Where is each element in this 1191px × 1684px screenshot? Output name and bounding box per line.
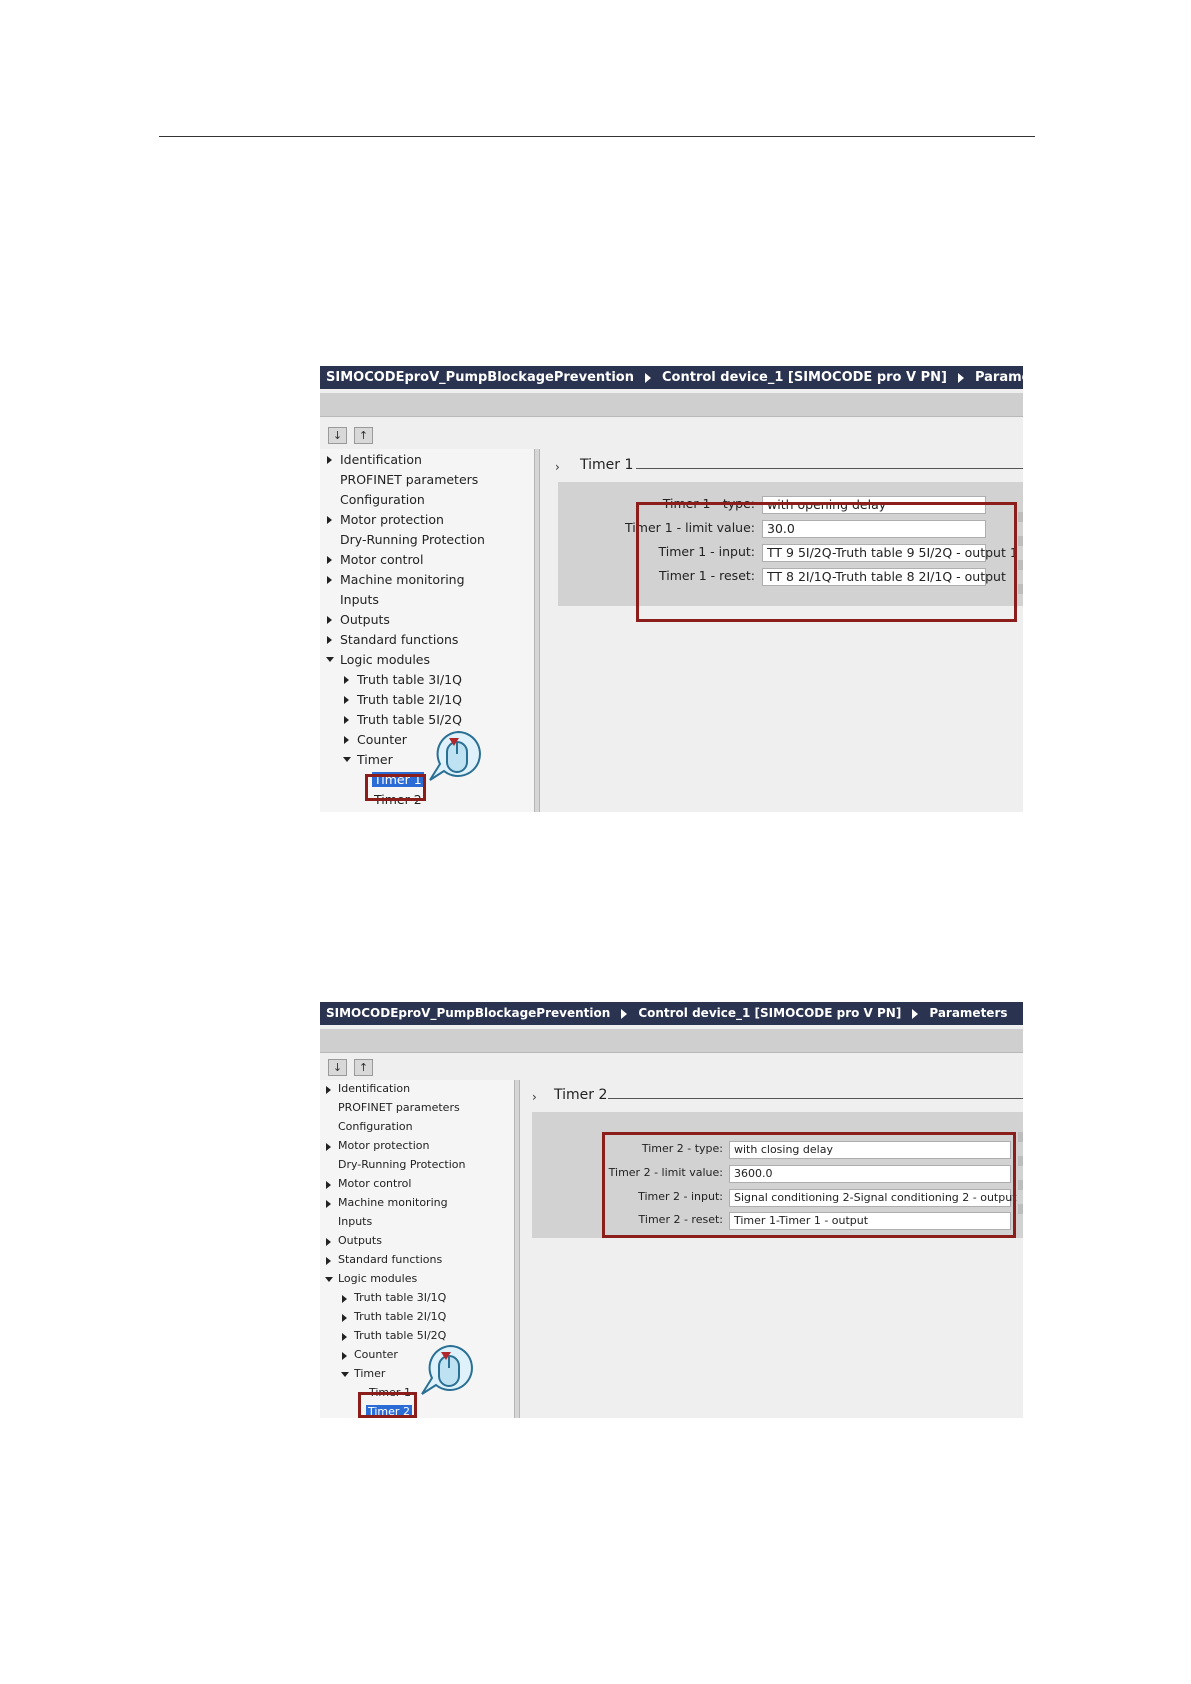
page-header-rule xyxy=(159,136,1035,137)
breadcrumb-project[interactable]: SIMOCODEproV_PumpBlockagePrevention xyxy=(326,370,634,385)
tree-item-dry-running[interactable]: Dry-Running Protection xyxy=(340,532,485,547)
tree-toolbar xyxy=(328,426,380,444)
expand-arrow-icon[interactable] xyxy=(342,1333,347,1341)
tree-item-timer-2[interactable]: Timer 2 xyxy=(368,1405,410,1418)
dropdown-arrow-icon[interactable] xyxy=(1018,560,1023,570)
expand-arrow-icon[interactable] xyxy=(326,1200,331,1208)
tree-item-timer-1[interactable]: Timer 1 xyxy=(374,772,422,787)
timer-type-select[interactable]: with opening delay xyxy=(762,496,986,514)
breadcrumb-device[interactable]: Control device_1 [SIMOCODE pro V PN] xyxy=(638,1006,902,1020)
section-collapse-icon[interactable]: › xyxy=(532,1090,537,1104)
tree-item-timer-1[interactable]: Timer 1 xyxy=(369,1386,411,1399)
tree-item-truth-table-3i1q[interactable]: Truth table 3I/1Q xyxy=(354,1291,447,1304)
parameters-highlight-box xyxy=(602,1132,1016,1238)
tree-item-identification[interactable]: Identification xyxy=(338,1082,411,1095)
timer-type-label: Timer 1 - type: xyxy=(662,496,755,511)
tree-item-truth-table-2i1q[interactable]: Truth table 2I/1Q xyxy=(357,692,462,707)
collapse-arrow-icon[interactable] xyxy=(343,757,351,762)
section-title: Timer 1 xyxy=(580,457,634,473)
expand-all-icon[interactable]: ↓ xyxy=(328,427,347,444)
tree-item-counter[interactable]: Counter xyxy=(354,1348,398,1361)
tree-item-logic-modules[interactable]: Logic modules xyxy=(340,652,431,667)
breadcrumb-project[interactable]: SIMOCODEproV_PumpBlockagePrevention xyxy=(326,1006,611,1020)
tree-toolbar xyxy=(328,1058,380,1076)
breadcrumb-parameters[interactable]: Parameters xyxy=(929,1006,1008,1020)
breadcrumb-separator-icon xyxy=(958,373,964,383)
timer-limit-label: Timer 2 - limit value: xyxy=(608,1166,723,1179)
collapse-all-icon[interactable]: ↑ xyxy=(354,427,373,444)
expand-arrow-icon[interactable] xyxy=(326,1143,331,1151)
expand-arrow-icon[interactable] xyxy=(342,1352,347,1360)
tree-item-configuration[interactable]: Configuration xyxy=(340,492,425,507)
dropdown-arrow-icon[interactable] xyxy=(1018,1132,1023,1142)
screenshot-timer-1 xyxy=(320,366,1060,812)
breadcrumb-separator-icon xyxy=(621,1009,627,1019)
tree-item-timer[interactable]: Timer xyxy=(354,1367,386,1380)
timer-reset-label: Timer 1 - reset: xyxy=(659,568,755,583)
breadcrumb-parameters[interactable]: Parameters xyxy=(974,370,1060,385)
tree-item-identification[interactable]: Identification xyxy=(340,452,422,467)
selection-highlight-box xyxy=(365,774,426,801)
tree-item-counter[interactable]: Counter xyxy=(357,732,407,747)
tree-item-machine-monitoring[interactable]: Machine monitoring xyxy=(338,1196,448,1209)
timer-input-label: Timer 2 - input: xyxy=(638,1190,723,1203)
dropdown-arrow-icon[interactable] xyxy=(1018,584,1023,594)
breadcrumb xyxy=(320,1002,1023,1025)
tree-item-truth-table-3i1q[interactable]: Truth table 3I/1Q xyxy=(357,672,462,687)
tree-item-motor-control[interactable]: Motor control xyxy=(338,1177,412,1190)
timer-limit-label: Timer 1 - limit value: xyxy=(625,520,755,535)
tree-item-truth-table-2i1q[interactable]: Truth table 2I/1Q xyxy=(354,1310,447,1323)
timer-input-select[interactable]: Signal conditioning 2-Signal conditioning 2 - output xyxy=(729,1189,1011,1207)
collapse-arrow-icon[interactable] xyxy=(326,657,334,662)
parameters-highlight-box xyxy=(636,502,1017,622)
tree-item-dry-running[interactable]: Dry-Running Protection xyxy=(338,1158,466,1171)
expand-arrow-icon[interactable] xyxy=(326,1238,331,1246)
tree-item-outputs[interactable]: Outputs xyxy=(338,1234,382,1247)
dropdown-arrow-icon[interactable] xyxy=(1018,1180,1023,1190)
dropdown-arrow-icon[interactable] xyxy=(1018,1156,1023,1166)
timer-limit-input[interactable]: 3600.0 xyxy=(729,1165,1011,1183)
collapse-arrow-icon[interactable] xyxy=(325,1277,333,1282)
dropdown-arrow-icon[interactable] xyxy=(1018,512,1023,522)
collapse-all-icon[interactable]: ↑ xyxy=(354,1059,373,1076)
tree-splitter[interactable] xyxy=(514,1080,520,1418)
section-divider xyxy=(608,1098,1023,1099)
toolbar-strip xyxy=(320,393,1023,417)
dropdown-arrow-icon[interactable] xyxy=(1018,1204,1023,1214)
tree-item-motor-control[interactable]: Motor control xyxy=(340,552,424,567)
tree-item-inputs[interactable]: Inputs xyxy=(340,592,379,607)
collapse-arrow-icon[interactable] xyxy=(341,1372,349,1377)
timer-limit-input[interactable]: 30.0 xyxy=(762,520,986,538)
expand-arrow-icon[interactable] xyxy=(326,1181,331,1189)
mouse-click-icon xyxy=(420,1342,476,1398)
mouse-click-icon xyxy=(428,728,484,784)
expand-arrow-icon[interactable] xyxy=(327,636,332,644)
expand-arrow-icon[interactable] xyxy=(344,736,349,744)
tree-item-motor-protection[interactable]: Motor protection xyxy=(338,1139,430,1152)
expand-arrow-icon[interactable] xyxy=(327,556,332,564)
expand-arrow-icon[interactable] xyxy=(342,1295,347,1303)
section-divider xyxy=(636,468,1023,469)
expand-arrow-icon[interactable] xyxy=(327,616,332,624)
timer-type-select[interactable]: with closing delay xyxy=(729,1141,1011,1159)
tree-item-timer-2[interactable]: Timer 2 xyxy=(374,792,422,807)
timer-type-label: Timer 2 - type: xyxy=(641,1142,723,1155)
timer-reset-select[interactable]: Timer 1-Timer 1 - output xyxy=(729,1212,1011,1230)
timer-input-select[interactable]: TT 9 5I/2Q-Truth table 9 5I/2Q - output 1 xyxy=(762,544,986,562)
toolbar-strip xyxy=(320,1029,1023,1053)
tree-item-truth-table-5i2q[interactable]: Truth table 5I/2Q xyxy=(354,1329,447,1342)
breadcrumb xyxy=(320,366,1060,389)
tree-item-standard-functions[interactable]: Standard functions xyxy=(338,1253,443,1266)
breadcrumb-device[interactable]: Control device_1 [SIMOCODE pro V PN] xyxy=(662,370,947,385)
expand-arrow-icon[interactable] xyxy=(327,456,332,464)
timer-reset-select[interactable]: TT 8 2I/1Q-Truth table 8 2I/1Q - output xyxy=(762,568,986,586)
timer-reset-label: Timer 2 - reset: xyxy=(638,1213,723,1226)
tree-item-truth-table-5i2q[interactable]: Truth table 5I/2Q xyxy=(357,712,462,727)
tree-item-profinet[interactable]: PROFINET parameters xyxy=(340,472,479,487)
expand-arrow-icon[interactable] xyxy=(327,576,332,584)
tree-splitter[interactable] xyxy=(534,449,540,812)
tree-item-inputs[interactable]: Inputs xyxy=(338,1215,373,1228)
tree-item-timer[interactable]: Timer xyxy=(357,752,393,767)
tree-item-logic-modules[interactable]: Logic modules xyxy=(338,1272,418,1285)
tree-item-standard-functions[interactable]: Standard functions xyxy=(340,632,459,647)
tree-item-machine-monitoring[interactable]: Machine monitoring xyxy=(340,572,465,587)
tree-item-motor-protection[interactable]: Motor protection xyxy=(340,512,444,527)
expand-arrow-icon[interactable] xyxy=(344,696,349,704)
breadcrumb-separator-icon xyxy=(645,373,651,383)
timer-input-label: Timer 1 - input: xyxy=(658,544,755,559)
expand-all-icon[interactable]: ↓ xyxy=(328,1059,347,1076)
expand-arrow-icon[interactable] xyxy=(326,1086,331,1094)
selection-highlight-box xyxy=(358,1392,417,1418)
breadcrumb-separator-icon xyxy=(912,1009,918,1019)
tree-item-configuration[interactable]: Configuration xyxy=(338,1120,413,1133)
section-collapse-icon[interactable]: › xyxy=(555,460,560,474)
tree-item-outputs[interactable]: Outputs xyxy=(340,612,390,627)
parameter-tree xyxy=(320,1080,518,1418)
expand-arrow-icon[interactable] xyxy=(326,1257,331,1265)
expand-arrow-icon[interactable] xyxy=(327,516,332,524)
dropdown-arrow-icon[interactable] xyxy=(1018,536,1023,546)
expand-arrow-icon[interactable] xyxy=(344,716,349,724)
screenshot-timer-2 xyxy=(320,1002,1023,1418)
expand-arrow-icon[interactable] xyxy=(342,1314,347,1322)
tree-item-profinet[interactable]: PROFINET parameters xyxy=(338,1101,460,1114)
section-title: Timer 2 xyxy=(554,1087,608,1103)
expand-arrow-icon[interactable] xyxy=(344,676,349,684)
